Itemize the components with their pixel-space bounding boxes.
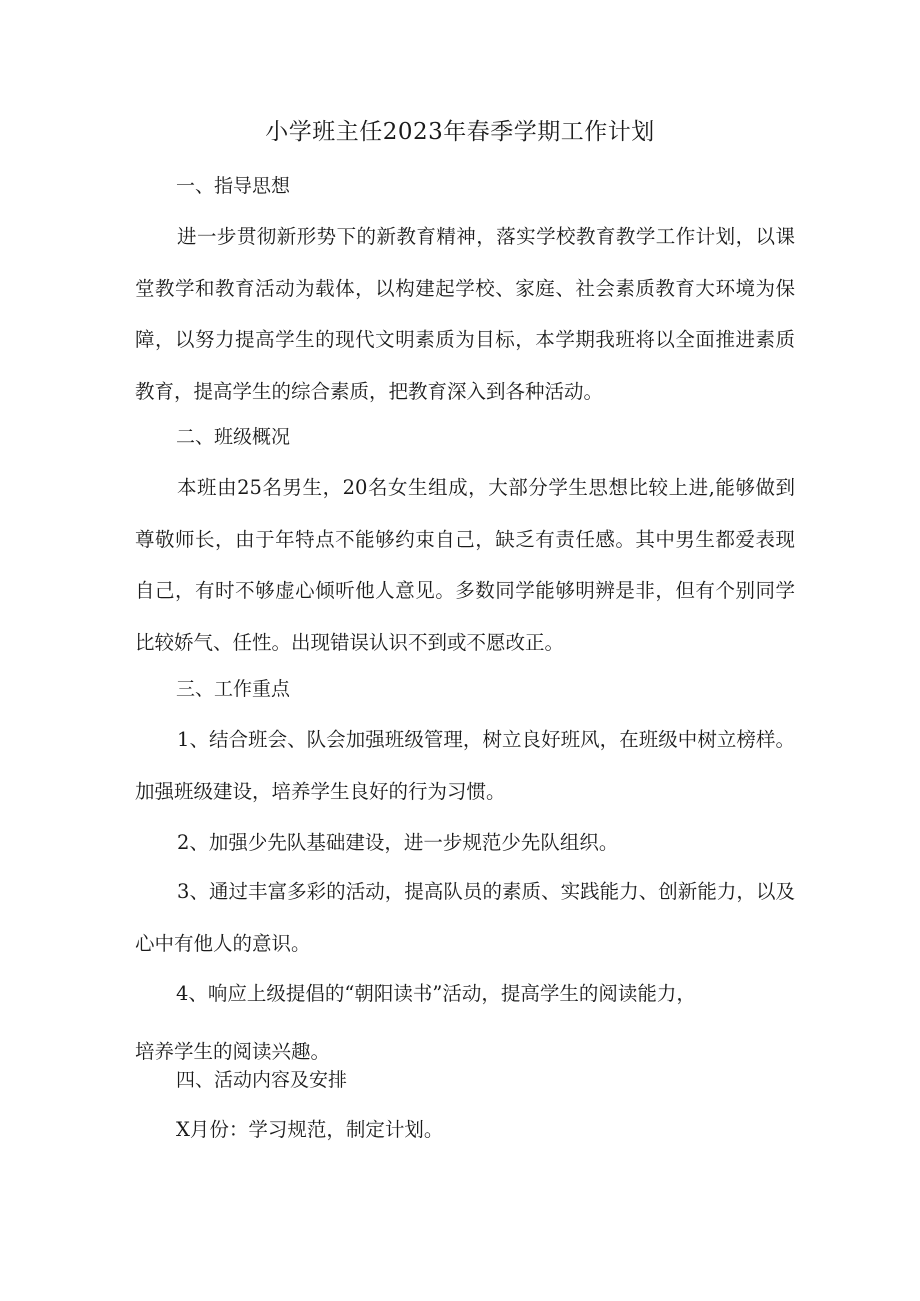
work-focus-item-2: 2、加强少先队基础建设，进一步规范少先队组织。 <box>177 831 619 854</box>
work-focus-item-4-line-1: 4、响应上级提倡的“朝阳读书”活动，提高学生的阅读能力， <box>176 982 696 1005</box>
activities-item-1: X月份：学习规范，制定计划。 <box>176 1118 444 1141</box>
document-title: 小学班主任2023年春季学期工作计划 <box>265 119 655 145</box>
section-heading-work-focus: 三、工作重点 <box>176 678 291 700</box>
section-heading-class-overview: 二、班级概况 <box>176 426 291 448</box>
work-focus-item-4-line-2: 培养学生的阅读兴趣。 <box>135 1040 331 1063</box>
section-heading-activities: 四、活动内容及安排 <box>176 1069 348 1091</box>
paragraph-class-overview: 本班由25名男生，20名女生组成，大部分学生思想比较上进,能够做到尊敬师长，由于年特点不能够约束自己，缺乏有责任感。其中男生都爱表现自己，有时不够虚心倾听他人意见。多数同学能够明辨是非，但有个别同学比较娇气、任性。出现错误认识不到或不愿改正。 <box>135 476 795 654</box>
work-focus-item-1: 1、结合班会、队会加强班级管理，树立良好班风，在班级中树立榜样。加强班级建设，培养学生良好的行为习惯。 <box>135 728 795 803</box>
work-focus-item-3: 3、通过丰富多彩的活动，提高队员的素质、实践能力、创新能力，以及心中有他人的意识。 <box>135 880 795 955</box>
paragraph-guiding-ideology: 进一步贯彻新形势下的新教育精神，落实学校教育教学工作计划，以课堂教学和教育活动为载体，以构建起学校、家庭、社会素质教育大环境为保障，以努力提高学生的现代文明素质为目标，本学期我班将以全面推进素质教育，提高学生的综合素质，把教育深入到各种活动。 <box>135 225 795 403</box>
section-heading-guiding-ideology: 一、指导思想 <box>176 175 291 197</box>
